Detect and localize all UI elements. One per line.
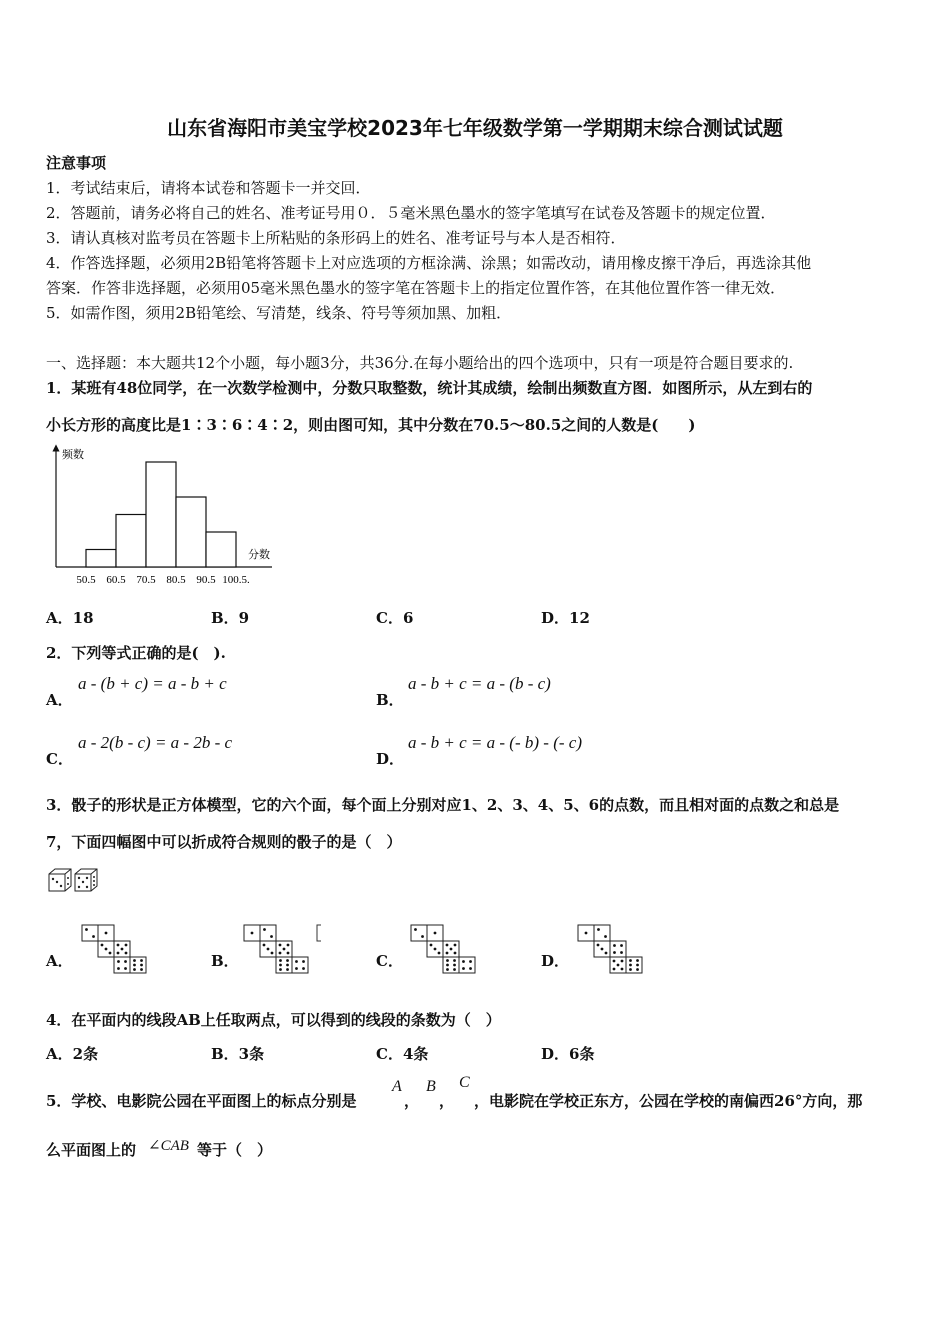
die-pip (125, 944, 128, 947)
net-face (411, 925, 427, 941)
die-pip (295, 960, 298, 963)
q1-option-b[interactable]: B．9 (211, 609, 250, 627)
bracket-mark (314, 923, 324, 943)
q2-option-d-expr: a - b + c = a - (- b) - (- c) (408, 733, 582, 752)
die-pip (446, 959, 449, 962)
die-pip (462, 967, 465, 970)
q4-option-d[interactable]: D．6条 (541, 1045, 595, 1063)
question-1-line-1: 1．某班有48位同学，在一次数学检测中，分数只取整数，统计其成绩，绘制出频数直方图．如图所示，从左到右的 (46, 379, 813, 397)
net-face (459, 957, 475, 973)
y-axis-label: 频数 (62, 449, 84, 461)
q4-option-b[interactable]: B．3条 (211, 1045, 265, 1063)
q1-option-c[interactable]: C．6 (376, 609, 414, 627)
die-pip (450, 948, 453, 951)
point-c-label: C (459, 1074, 470, 1091)
die-pip (434, 948, 437, 951)
die-pip (105, 932, 108, 935)
die-pip (279, 952, 282, 955)
q2-option-d-label[interactable]: D． (376, 750, 405, 768)
die-pip (263, 944, 266, 947)
die-pip (438, 952, 441, 955)
die-pip (124, 960, 127, 963)
q2-option-a-label[interactable]: A． (46, 691, 73, 709)
die-pip (453, 964, 456, 967)
die-pip (287, 952, 290, 955)
q3-net-d (576, 923, 646, 975)
die-pip (469, 967, 472, 970)
die-pip (453, 968, 456, 971)
q2-option-b-expr: a - b + c = a - (b - c) (408, 674, 551, 693)
notice-item: 答案．作答非选择题，必须用05毫米黑色墨水的签字笔在答题卡上的指定位置作答，在其他位置作答一律无效． (46, 279, 786, 297)
die-pip (133, 964, 136, 967)
die-pip (283, 948, 286, 951)
die-pip (597, 944, 600, 947)
q3-net-b (242, 923, 312, 975)
point-a-label: A (392, 1078, 402, 1095)
x-tick-label: 70.5 (136, 574, 156, 586)
die-pip (462, 960, 465, 963)
die-pip (279, 968, 282, 971)
die-pip (434, 932, 437, 935)
die-pip (125, 952, 128, 955)
question-5-part-2: ，电影院在学校正东方，公园在学校的南偏西26°方向，那 (474, 1092, 863, 1110)
die-pip (636, 964, 639, 967)
die-pip (140, 968, 143, 971)
x-tick-label: 80.5 (166, 574, 186, 586)
notice-item: 5．如需作图，须用2B铅笔绘、写清楚，线条、符号等须加黑、加粗． (46, 304, 512, 322)
die-pip (286, 968, 289, 971)
die-pip (446, 952, 449, 955)
die-pip (446, 944, 449, 947)
net-face (130, 957, 146, 973)
histogram-bar (86, 550, 116, 568)
die-pip (620, 944, 623, 947)
die-pip (105, 948, 108, 951)
q3-option-b[interactable]: B． (211, 952, 239, 970)
q3-option-c[interactable]: C． (376, 952, 403, 970)
question-3-line-1: 3．骰子的形状是正方体模型，它的六个面，每个面上分别对应1、2、3、4、5、6的点数，而且相对面的点数之和总是 (46, 796, 840, 814)
question-5-part-1: 5．学校、电影院公园在平面图上的标点分别是 (46, 1092, 357, 1110)
die-pip (585, 932, 588, 935)
die-pip (270, 935, 273, 938)
die-pip (85, 928, 88, 931)
net-face (626, 957, 642, 973)
x-axis-label: 分数 (248, 549, 270, 561)
die-pip (121, 948, 124, 951)
die-pip (133, 968, 136, 971)
comma: ， (404, 1092, 420, 1110)
die-pip (302, 960, 305, 963)
section-heading: 一、选择题：本大题共12个小题，每小题3分，共36分.在每小题给出的四个选项中，只有一项是符合题目要求的. (46, 354, 794, 372)
die-pip (101, 944, 104, 947)
die-pip (279, 944, 282, 947)
q3-net-a (80, 923, 150, 975)
histogram-chart (40, 444, 280, 590)
net-face (443, 957, 459, 973)
die-pip (620, 951, 623, 954)
die-pip (287, 944, 290, 947)
x-tick-label: 60.5 (106, 574, 126, 586)
die-pip (124, 967, 127, 970)
histogram-bar (206, 532, 236, 567)
question-5-line-2b: 等于（ ） (197, 1141, 273, 1159)
die-pip (469, 960, 472, 963)
x-tick-label: 90.5 (196, 574, 216, 586)
q3-option-a[interactable]: A． (46, 952, 73, 970)
die-pip (117, 952, 120, 955)
q1-option-a[interactable]: A．18 (46, 609, 94, 627)
notice-item: 4．作答选择题，必须用2B铅笔将答题卡上对应选项的方框涂满、涂黑；如需改动，请用橡皮擦干净后，再选涂其他 (46, 254, 812, 272)
q2-option-c-expr: a - 2(b - c) = a - 2b - c (78, 733, 233, 752)
point-b-label: B (426, 1078, 436, 1095)
dice-illustration (47, 866, 101, 894)
histogram-bar (176, 497, 206, 567)
net-face (292, 957, 308, 973)
die-pip (430, 944, 433, 947)
die-pip (636, 968, 639, 971)
net-face (82, 925, 98, 941)
die-pip (109, 952, 112, 955)
q2-option-a-expr: a - (b + c) = a - b + c (78, 674, 227, 693)
die-pip (302, 967, 305, 970)
comma: ， (439, 1092, 455, 1110)
net-face (260, 925, 276, 941)
q4-option-c[interactable]: C．4条 (376, 1045, 429, 1063)
die-pip (629, 964, 632, 967)
die-pip (446, 968, 449, 971)
die-pip (414, 928, 417, 931)
die-pip (140, 964, 143, 967)
die-pip (279, 959, 282, 962)
die-pip (453, 959, 456, 962)
die-pip (613, 951, 616, 954)
die-pip (601, 948, 604, 951)
question-3-line-2: 7，下面四幅图中可以折成符合规则的骰子的是（ ） (46, 833, 402, 851)
die-pip (271, 952, 274, 955)
die-pip (629, 959, 632, 962)
net-face (594, 925, 610, 941)
die-pip (251, 932, 254, 935)
q1-option-d[interactable]: D．12 (541, 609, 590, 627)
question-1-line-2: 小长方形的高度比是1∶3∶6∶4∶2，则由图可知，其中分数在70.5～80.5之间的人数是( ) (46, 416, 696, 434)
die-pip (263, 928, 266, 931)
die-pip (286, 959, 289, 962)
die-pip (295, 967, 298, 970)
notice-item: 1．考试结束后，请将本试卷和答题卡一并交回． (46, 179, 371, 197)
die-pip (421, 935, 424, 938)
die-pip (621, 968, 624, 971)
die-pip (92, 935, 95, 938)
notice-heading: 注意事项 (46, 154, 107, 172)
die-pip (613, 960, 616, 963)
die-pip (629, 968, 632, 971)
notice-item: 3．请认真核对监考员在答题卡上所粘贴的条形码上的姓名、准考证号与本人是否相符． (46, 229, 626, 247)
die-pip (454, 944, 457, 947)
die-pip (117, 960, 120, 963)
histogram-bar (146, 462, 176, 567)
notice-item: 2．答题前，请务必将自己的姓名、准考证号用０．５毫米黑色墨水的签字笔填写在试卷及答题卡的规定位置． (46, 204, 776, 222)
q2-option-b-label[interactable]: B． (376, 691, 404, 709)
q3-net-c (409, 923, 479, 975)
die-pip (617, 964, 620, 967)
histogram-bar (116, 515, 146, 568)
net-face (276, 957, 292, 973)
die-pip (604, 935, 607, 938)
q2-option-c-label[interactable]: C． (46, 750, 73, 768)
die-pip (133, 959, 136, 962)
die-pip (597, 928, 600, 931)
die-pip (279, 964, 282, 967)
x-tick-label: 50.5 (76, 574, 96, 586)
question-5-line-2a: 么平面图上的 (46, 1141, 137, 1159)
die-pip (286, 964, 289, 967)
die-pip (636, 959, 639, 962)
die-pip (140, 959, 143, 962)
die-pip (117, 967, 120, 970)
x-tick-label: 100.5. (222, 574, 250, 586)
die-pip (613, 968, 616, 971)
die-pip (613, 944, 616, 947)
die-pip (621, 960, 624, 963)
q3-option-d[interactable]: D． (541, 952, 570, 970)
die-pip (267, 948, 270, 951)
q4-option-a[interactable]: A．2条 (46, 1045, 99, 1063)
page-title: 山东省海阳市美宝学校2023年七年级数学第一学期期末综合测试试题 (167, 116, 783, 140)
die-pip (454, 952, 457, 955)
net-face (114, 957, 130, 973)
die-pip (605, 952, 608, 955)
net-face (610, 941, 626, 957)
question-2-stem: 2．下列等式正确的是( ). (46, 644, 226, 662)
angle-cab: ∠CAB (148, 1138, 189, 1154)
question-4-stem: 4．在平面内的线段AB上任取两点，可以得到的线段的条数为（ ） (46, 1011, 501, 1029)
die-pip (446, 964, 449, 967)
die-pip (117, 944, 120, 947)
